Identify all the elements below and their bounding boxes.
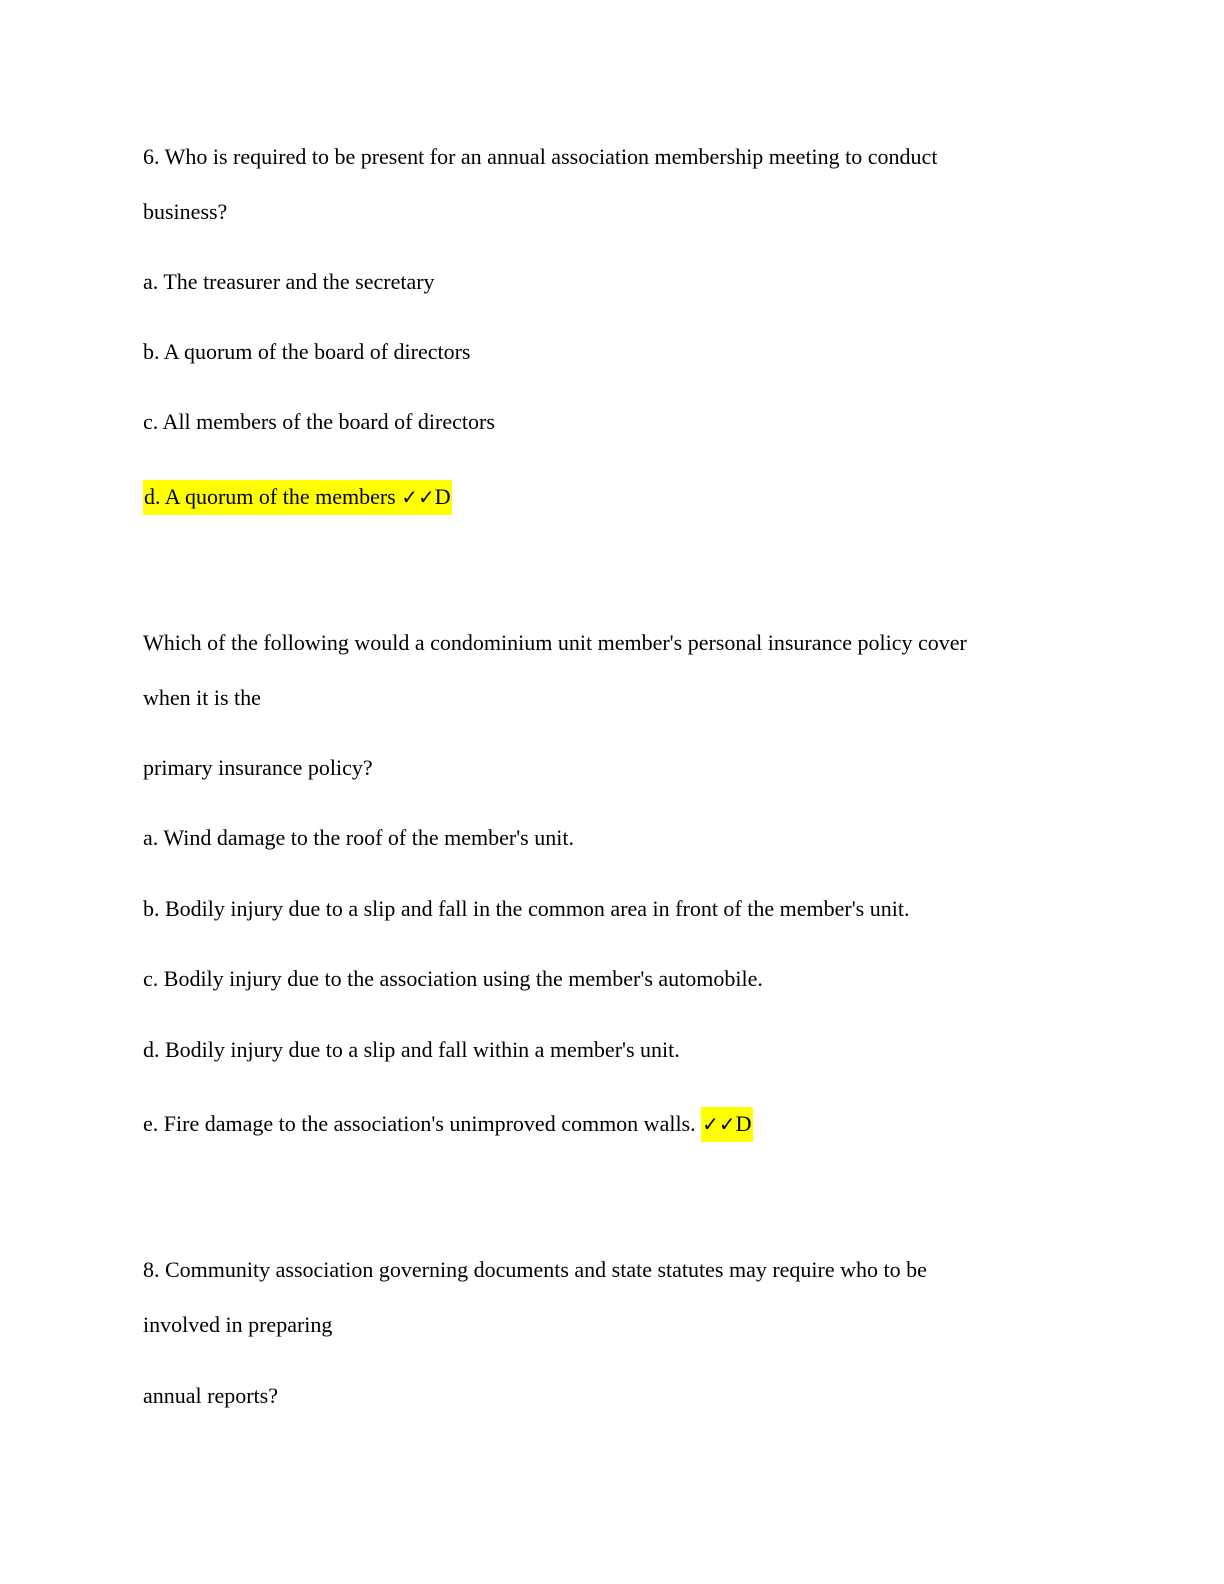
- question-6-line-1: 6. Who is required to be present for an annual association membership meeting to conduct: [143, 144, 938, 169]
- q7-option-b: b. Bodily injury due to a slip and fall in the common area in front of the member's unit.: [143, 896, 910, 921]
- question-8-line-1: 8. Community association governing documents and state statutes may require who to be: [143, 1257, 927, 1282]
- double-check-icon: ✓✓: [702, 1112, 736, 1136]
- question-8-line-2: involved in preparing: [143, 1312, 333, 1337]
- question-6-line-2: business?: [143, 199, 228, 224]
- question-7-line-1: Which of the following would a condominium unit member's personal insurance policy cover: [143, 630, 967, 655]
- double-check-icon: ✓✓: [401, 485, 435, 509]
- answer-highlight: [701, 1107, 752, 1142]
- q7-option-d: d. Bodily injury due to a slip and fall within a member's unit.: [143, 1037, 680, 1062]
- q7-option-e-text: e. Fire damage to the association's unimproved common walls.: [143, 1111, 702, 1136]
- q6-option-d-text: d. A quorum of the members: [144, 484, 402, 509]
- q6-option-d-answer: [143, 484, 452, 510]
- answer-letter: D: [735, 1111, 752, 1136]
- question-7-line-2: when it is the: [143, 685, 261, 710]
- q6-option-a: a. The treasurer and the secretary: [143, 269, 435, 294]
- q6-option-b: b. A quorum of the board of directors: [143, 339, 471, 364]
- answer-highlight: [143, 480, 452, 515]
- q7-option-e: [143, 1111, 753, 1137]
- question-8-line-3: annual reports?: [143, 1383, 278, 1408]
- q7-option-a: a. Wind damage to the roof of the member's unit.: [143, 825, 574, 850]
- answer-letter: D: [434, 484, 451, 509]
- q6-option-c: c. All members of the board of directors: [143, 409, 495, 434]
- question-7-line-3: primary insurance policy?: [143, 755, 373, 780]
- q7-option-c: c. Bodily injury due to the association using the member's automobile.: [143, 966, 763, 991]
